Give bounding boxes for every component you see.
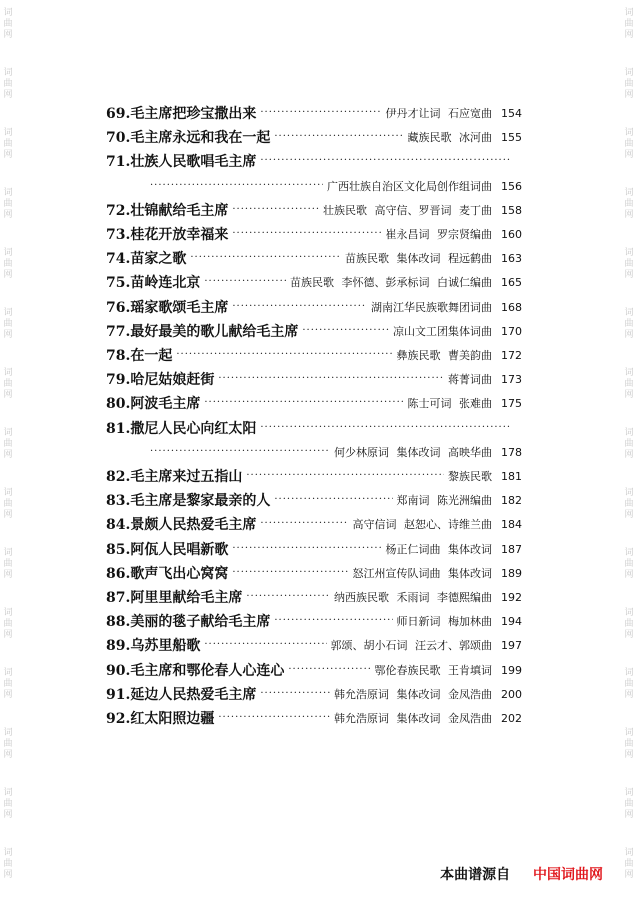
watermark-char: 曲 bbox=[624, 859, 634, 869]
toc-entry-credits: 郑南词 陈光洲编曲 bbox=[396, 494, 492, 507]
toc-entry-credits: 怒江州宣传队词曲 集体改词 bbox=[352, 567, 492, 580]
watermark-char: 曲 bbox=[624, 19, 634, 29]
dot-leader bbox=[204, 639, 326, 651]
toc-entry-credits: 壮族民歌 高守信、罗晋词 麦丁曲 bbox=[323, 204, 492, 217]
watermark-char: 词 bbox=[3, 728, 13, 738]
watermark-char: 词 bbox=[624, 728, 634, 738]
dot-leader bbox=[204, 276, 286, 288]
toc-entry-credits: 何少林原词 集体改词 高映华曲 bbox=[334, 446, 492, 459]
watermark-char: 词 bbox=[624, 368, 634, 378]
dot-leader bbox=[302, 325, 389, 337]
toc-entry bbox=[106, 296, 522, 318]
toc-entry bbox=[106, 150, 516, 172]
watermark-char: 词 bbox=[624, 428, 634, 438]
watermark-char: 网 bbox=[624, 150, 634, 160]
toc-entry bbox=[106, 126, 522, 148]
watermark-char: 曲 bbox=[3, 739, 13, 749]
toc-entry-page-number: 173 bbox=[501, 372, 522, 386]
toc-entry-page-number: 168 bbox=[501, 300, 522, 314]
toc-entry-page-number: 182 bbox=[501, 493, 522, 507]
toc-entry-page-number: 189 bbox=[501, 566, 522, 580]
dot-leader bbox=[204, 397, 403, 409]
watermark-char: 网 bbox=[624, 630, 634, 640]
source-site-name: 中国词曲网 bbox=[533, 867, 603, 883]
toc-entry bbox=[106, 247, 522, 269]
dot-leader bbox=[274, 131, 403, 143]
watermark-char: 网 bbox=[624, 330, 634, 340]
watermark-char: 网 bbox=[624, 90, 634, 100]
watermark-char: 词 bbox=[3, 188, 13, 198]
toc-entry bbox=[106, 538, 522, 560]
watermark-char: 词 bbox=[3, 488, 13, 498]
toc-entry bbox=[106, 610, 522, 632]
toc-entry-page-number: 178 bbox=[501, 445, 522, 459]
watermark-char: 网 bbox=[3, 270, 13, 280]
toc-entry-title: 73.桂花开放幸福来 bbox=[106, 227, 229, 243]
watermark-char: 网 bbox=[624, 690, 634, 700]
toc-entry-page-number: 194 bbox=[501, 614, 522, 628]
toc-entry-title: 81.撒尼人民心向红太阳 bbox=[106, 421, 257, 437]
watermark-char: 词 bbox=[3, 368, 13, 378]
watermark-char: 词 bbox=[624, 68, 634, 78]
toc-entry bbox=[106, 102, 522, 124]
watermark-char: 词 bbox=[3, 8, 13, 18]
watermark-char: 网 bbox=[3, 870, 13, 880]
toc-entry-title: 91.延边人民热爱毛主席 bbox=[106, 687, 257, 703]
watermark-char: 词 bbox=[624, 128, 634, 138]
toc-entry-title: 71.壮族人民歌唱毛主席 bbox=[106, 154, 257, 170]
toc-entry-credits: 苗族民歌 李怀德、彭承标词 白诚仁编曲 bbox=[290, 276, 492, 289]
toc-entry-page-number: 197 bbox=[501, 638, 522, 652]
watermark-char: 词 bbox=[624, 848, 634, 858]
watermark-char: 曲 bbox=[3, 79, 13, 89]
watermark-char: 曲 bbox=[3, 199, 13, 209]
toc-entry-title: 90.毛主席和鄂伦春人心连心 bbox=[106, 663, 285, 679]
watermark-char: 词 bbox=[3, 128, 13, 138]
toc-entry-credits: 崔永昌词 罗宗贤编曲 bbox=[385, 228, 492, 241]
toc-entry bbox=[106, 562, 522, 584]
watermark-char: 词 bbox=[3, 248, 13, 258]
toc-entry-title: 77.最好最美的歌儿献给毛主席 bbox=[106, 324, 299, 340]
toc-entry-title: 69.毛主席把珍宝撒出来 bbox=[106, 106, 257, 122]
watermark-char: 曲 bbox=[3, 499, 13, 509]
source-credit bbox=[440, 864, 603, 884]
toc-entry-title: 87.阿里里献给毛主席 bbox=[106, 590, 243, 606]
toc-entry bbox=[106, 417, 516, 439]
watermark-char: 网 bbox=[624, 570, 634, 580]
toc-entry-page-number: 154 bbox=[501, 106, 522, 120]
toc-entry-title: 75.苗岭连北京 bbox=[106, 275, 201, 291]
toc-entry-page-number: 184 bbox=[501, 517, 522, 531]
toc-entry-page-number: 192 bbox=[501, 590, 522, 604]
dot-leader bbox=[218, 373, 444, 385]
toc-entry-credits: 纳西族民歌 禾雨词 李德熙编曲 bbox=[334, 591, 492, 604]
source-prefix: 本曲谱源自 bbox=[440, 867, 511, 883]
watermark-char: 网 bbox=[3, 30, 13, 40]
watermark-char: 网 bbox=[624, 210, 634, 220]
dot-leader bbox=[274, 494, 392, 506]
watermark-char: 曲 bbox=[624, 199, 634, 209]
toc-entry-credits: 凉山文工团集体词曲 bbox=[393, 325, 492, 338]
dot-leader bbox=[260, 688, 330, 700]
watermark-char: 网 bbox=[3, 450, 13, 460]
toc-entry-page-number: 163 bbox=[501, 251, 522, 265]
watermark-char: 网 bbox=[624, 450, 634, 460]
dot-leader bbox=[260, 107, 381, 119]
watermark-char: 曲 bbox=[624, 799, 634, 809]
toc-entry-credits: 彝族民歌 曹美韵曲 bbox=[396, 349, 492, 362]
toc-entry-credits: 师日新词 梅加林曲 bbox=[396, 615, 492, 628]
watermark-char: 网 bbox=[3, 150, 13, 160]
watermark-char: 词 bbox=[624, 788, 634, 798]
toc-entry-page-number: 156 bbox=[501, 179, 522, 193]
toc-entry-title: 74.苗家之歌 bbox=[106, 251, 187, 267]
watermark-char: 网 bbox=[3, 210, 13, 220]
toc-entry-credits: 杨正仁词曲 集体改词 bbox=[385, 543, 492, 556]
toc-entry bbox=[106, 199, 522, 221]
dot-leader bbox=[190, 252, 341, 264]
watermark-char: 词 bbox=[624, 548, 634, 558]
watermark-char: 曲 bbox=[3, 679, 13, 689]
watermark-char: 曲 bbox=[624, 259, 634, 269]
toc-entry bbox=[146, 441, 522, 463]
watermark-char: 曲 bbox=[624, 559, 634, 569]
watermark-char: 曲 bbox=[3, 859, 13, 869]
watermark-char: 曲 bbox=[624, 439, 634, 449]
dot-leader bbox=[232, 301, 367, 313]
toc-entry-title: 86.歌声飞出心窝窝 bbox=[106, 566, 229, 582]
toc-entry-credits: 湖南江华民族歌舞团词曲 bbox=[371, 301, 492, 314]
watermark-char: 网 bbox=[3, 630, 13, 640]
toc-entry bbox=[106, 392, 522, 414]
toc-entry-credits: 黎族民歌 bbox=[448, 470, 492, 483]
toc-entry-page-number: 165 bbox=[501, 275, 522, 289]
watermark-char: 网 bbox=[624, 750, 634, 760]
watermark-char: 曲 bbox=[3, 319, 13, 329]
watermark-char: 曲 bbox=[624, 79, 634, 89]
watermark-char: 曲 bbox=[624, 619, 634, 629]
toc-entry bbox=[106, 659, 522, 681]
toc-entry bbox=[106, 320, 522, 342]
toc-entry-credits: 藏族民歌 冰河曲 bbox=[407, 131, 492, 144]
toc-entry-credits: 鄂伦春族民歌 王肯填词 bbox=[374, 664, 492, 677]
watermark-char: 词 bbox=[624, 488, 634, 498]
toc-entry-title: 89.乌苏里船歌 bbox=[106, 638, 201, 654]
dot-leader bbox=[232, 543, 381, 555]
watermark-char: 网 bbox=[3, 510, 13, 520]
toc-entry-page-number: 187 bbox=[501, 542, 522, 556]
toc-entry bbox=[146, 175, 522, 197]
dot-leader bbox=[232, 228, 381, 240]
toc-entry-page-number: 202 bbox=[501, 711, 522, 725]
toc-entry-title: 88.美丽的毯子献给毛主席 bbox=[106, 614, 271, 630]
watermark-char: 词 bbox=[624, 188, 634, 198]
watermark-char: 词 bbox=[3, 308, 13, 318]
watermark-char: 曲 bbox=[3, 619, 13, 629]
dot-leader bbox=[260, 518, 348, 530]
watermark-char: 词 bbox=[624, 608, 634, 618]
toc-entry-title: 76.瑶家歌颂毛主席 bbox=[106, 300, 229, 316]
toc-entry-credits: 伊丹才让词 石应宽曲 bbox=[385, 107, 492, 120]
toc-entry-credits: 韩允浩原词 集体改词 金凤浩曲 bbox=[334, 712, 492, 725]
toc-entry-title: 92.红太阳照边疆 bbox=[106, 711, 215, 727]
watermark-char: 曲 bbox=[3, 799, 13, 809]
watermark-char: 网 bbox=[624, 870, 634, 880]
watermark-char: 曲 bbox=[3, 259, 13, 269]
toc-entry-credits: 苗族民歌 集体改词 程远鹤曲 bbox=[345, 252, 492, 265]
dot-leader bbox=[176, 349, 392, 361]
watermark-char: 曲 bbox=[3, 19, 13, 29]
toc-entry-page-number: 172 bbox=[501, 348, 522, 362]
toc-entry bbox=[106, 271, 522, 293]
dot-leader bbox=[260, 155, 512, 167]
watermark-char: 词 bbox=[624, 8, 634, 18]
toc-entry bbox=[106, 465, 522, 487]
toc-entry-credits: 郭颂、胡小石词 汪云才、郭颂曲 bbox=[330, 639, 492, 652]
watermark-char: 词 bbox=[3, 788, 13, 798]
dot-leader bbox=[232, 567, 348, 579]
toc-entry-page-number: 158 bbox=[501, 203, 522, 217]
toc-entry bbox=[106, 489, 522, 511]
watermark-char: 曲 bbox=[3, 139, 13, 149]
dot-leader bbox=[274, 615, 392, 627]
toc-entry-page-number: 199 bbox=[501, 663, 522, 677]
dot-leader bbox=[150, 446, 330, 458]
watermark-char: 网 bbox=[624, 30, 634, 40]
toc-entry-page-number: 181 bbox=[501, 469, 522, 483]
dot-leader bbox=[150, 180, 323, 192]
watermark-char: 网 bbox=[3, 810, 13, 820]
toc-entry-credits: 韩允浩原词 集体改词 金凤浩曲 bbox=[334, 688, 492, 701]
dot-leader bbox=[232, 204, 319, 216]
toc-entry-title: 70.毛主席永远和我在一起 bbox=[106, 130, 271, 146]
watermark-char: 网 bbox=[3, 690, 13, 700]
watermark-char: 曲 bbox=[624, 319, 634, 329]
watermark-char: 网 bbox=[3, 570, 13, 580]
toc-entry-page-number: 200 bbox=[501, 687, 522, 701]
watermark-char: 词 bbox=[3, 668, 13, 678]
toc-entry-title: 79.哈尼姑娘赶街 bbox=[106, 372, 215, 388]
toc-entry-title: 80.阿波毛主席 bbox=[106, 396, 201, 412]
toc-entry-page-number: 155 bbox=[501, 130, 522, 144]
watermark-char: 词 bbox=[624, 668, 634, 678]
toc-entry-title: 83.毛主席是黎家最亲的人 bbox=[106, 493, 271, 509]
toc-entry bbox=[106, 368, 522, 390]
watermark-char: 曲 bbox=[624, 679, 634, 689]
watermark-char: 网 bbox=[624, 810, 634, 820]
dot-leader bbox=[246, 470, 444, 482]
watermark-char: 网 bbox=[3, 750, 13, 760]
toc-entry bbox=[106, 683, 522, 705]
toc-entry-page-number: 160 bbox=[501, 227, 522, 241]
dot-leader bbox=[218, 712, 330, 724]
toc-entry bbox=[106, 513, 522, 535]
dot-leader bbox=[260, 422, 512, 434]
toc-entry-page-number: 175 bbox=[501, 396, 522, 410]
watermark-char: 网 bbox=[3, 90, 13, 100]
watermark-char: 曲 bbox=[3, 439, 13, 449]
watermark-char: 曲 bbox=[3, 379, 13, 389]
watermark-char: 网 bbox=[624, 510, 634, 520]
toc-entry-credits: 广西壮族自治区文化局创作组词曲 bbox=[327, 180, 492, 193]
watermark-char: 网 bbox=[3, 330, 13, 340]
toc-entry-title: 72.壮锦献给毛主席 bbox=[106, 203, 229, 219]
toc-entry-credits: 蒋菁词曲 bbox=[448, 373, 492, 386]
toc-entry-title: 82.毛主席来过五指山 bbox=[106, 469, 243, 485]
toc-entry-credits: 陈士可词 张难曲 bbox=[407, 397, 492, 410]
watermark-char: 曲 bbox=[3, 559, 13, 569]
watermark-char: 词 bbox=[3, 68, 13, 78]
watermark-char: 曲 bbox=[624, 499, 634, 509]
toc-entry-title: 84.景颇人民热爱毛主席 bbox=[106, 517, 257, 533]
toc-entry bbox=[106, 223, 522, 245]
dot-leader bbox=[288, 664, 370, 676]
toc-entry bbox=[106, 634, 522, 656]
toc-entry bbox=[106, 586, 522, 608]
watermark-char: 曲 bbox=[624, 379, 634, 389]
watermark-char: 词 bbox=[3, 608, 13, 618]
toc-entry-title: 85.阿佤人民唱新歌 bbox=[106, 542, 229, 558]
watermark-char: 词 bbox=[624, 248, 634, 258]
watermark-char: 词 bbox=[3, 848, 13, 858]
watermark-char: 词 bbox=[3, 548, 13, 558]
toc-entry-title: 78.在一起 bbox=[106, 348, 173, 364]
watermark-char: 网 bbox=[624, 390, 634, 400]
toc-entry bbox=[106, 344, 522, 366]
toc-entry bbox=[106, 707, 522, 729]
toc-entry-credits: 高守信词 赵恕心、诗维兰曲 bbox=[352, 518, 492, 531]
watermark-char: 曲 bbox=[624, 139, 634, 149]
watermark-char: 网 bbox=[624, 270, 634, 280]
toc-entry-page-number: 170 bbox=[501, 324, 522, 338]
watermark-char: 词 bbox=[624, 308, 634, 318]
watermark-char: 词 bbox=[3, 428, 13, 438]
watermark-char: 曲 bbox=[624, 739, 634, 749]
dot-leader bbox=[246, 591, 330, 603]
watermark-char: 网 bbox=[3, 390, 13, 400]
